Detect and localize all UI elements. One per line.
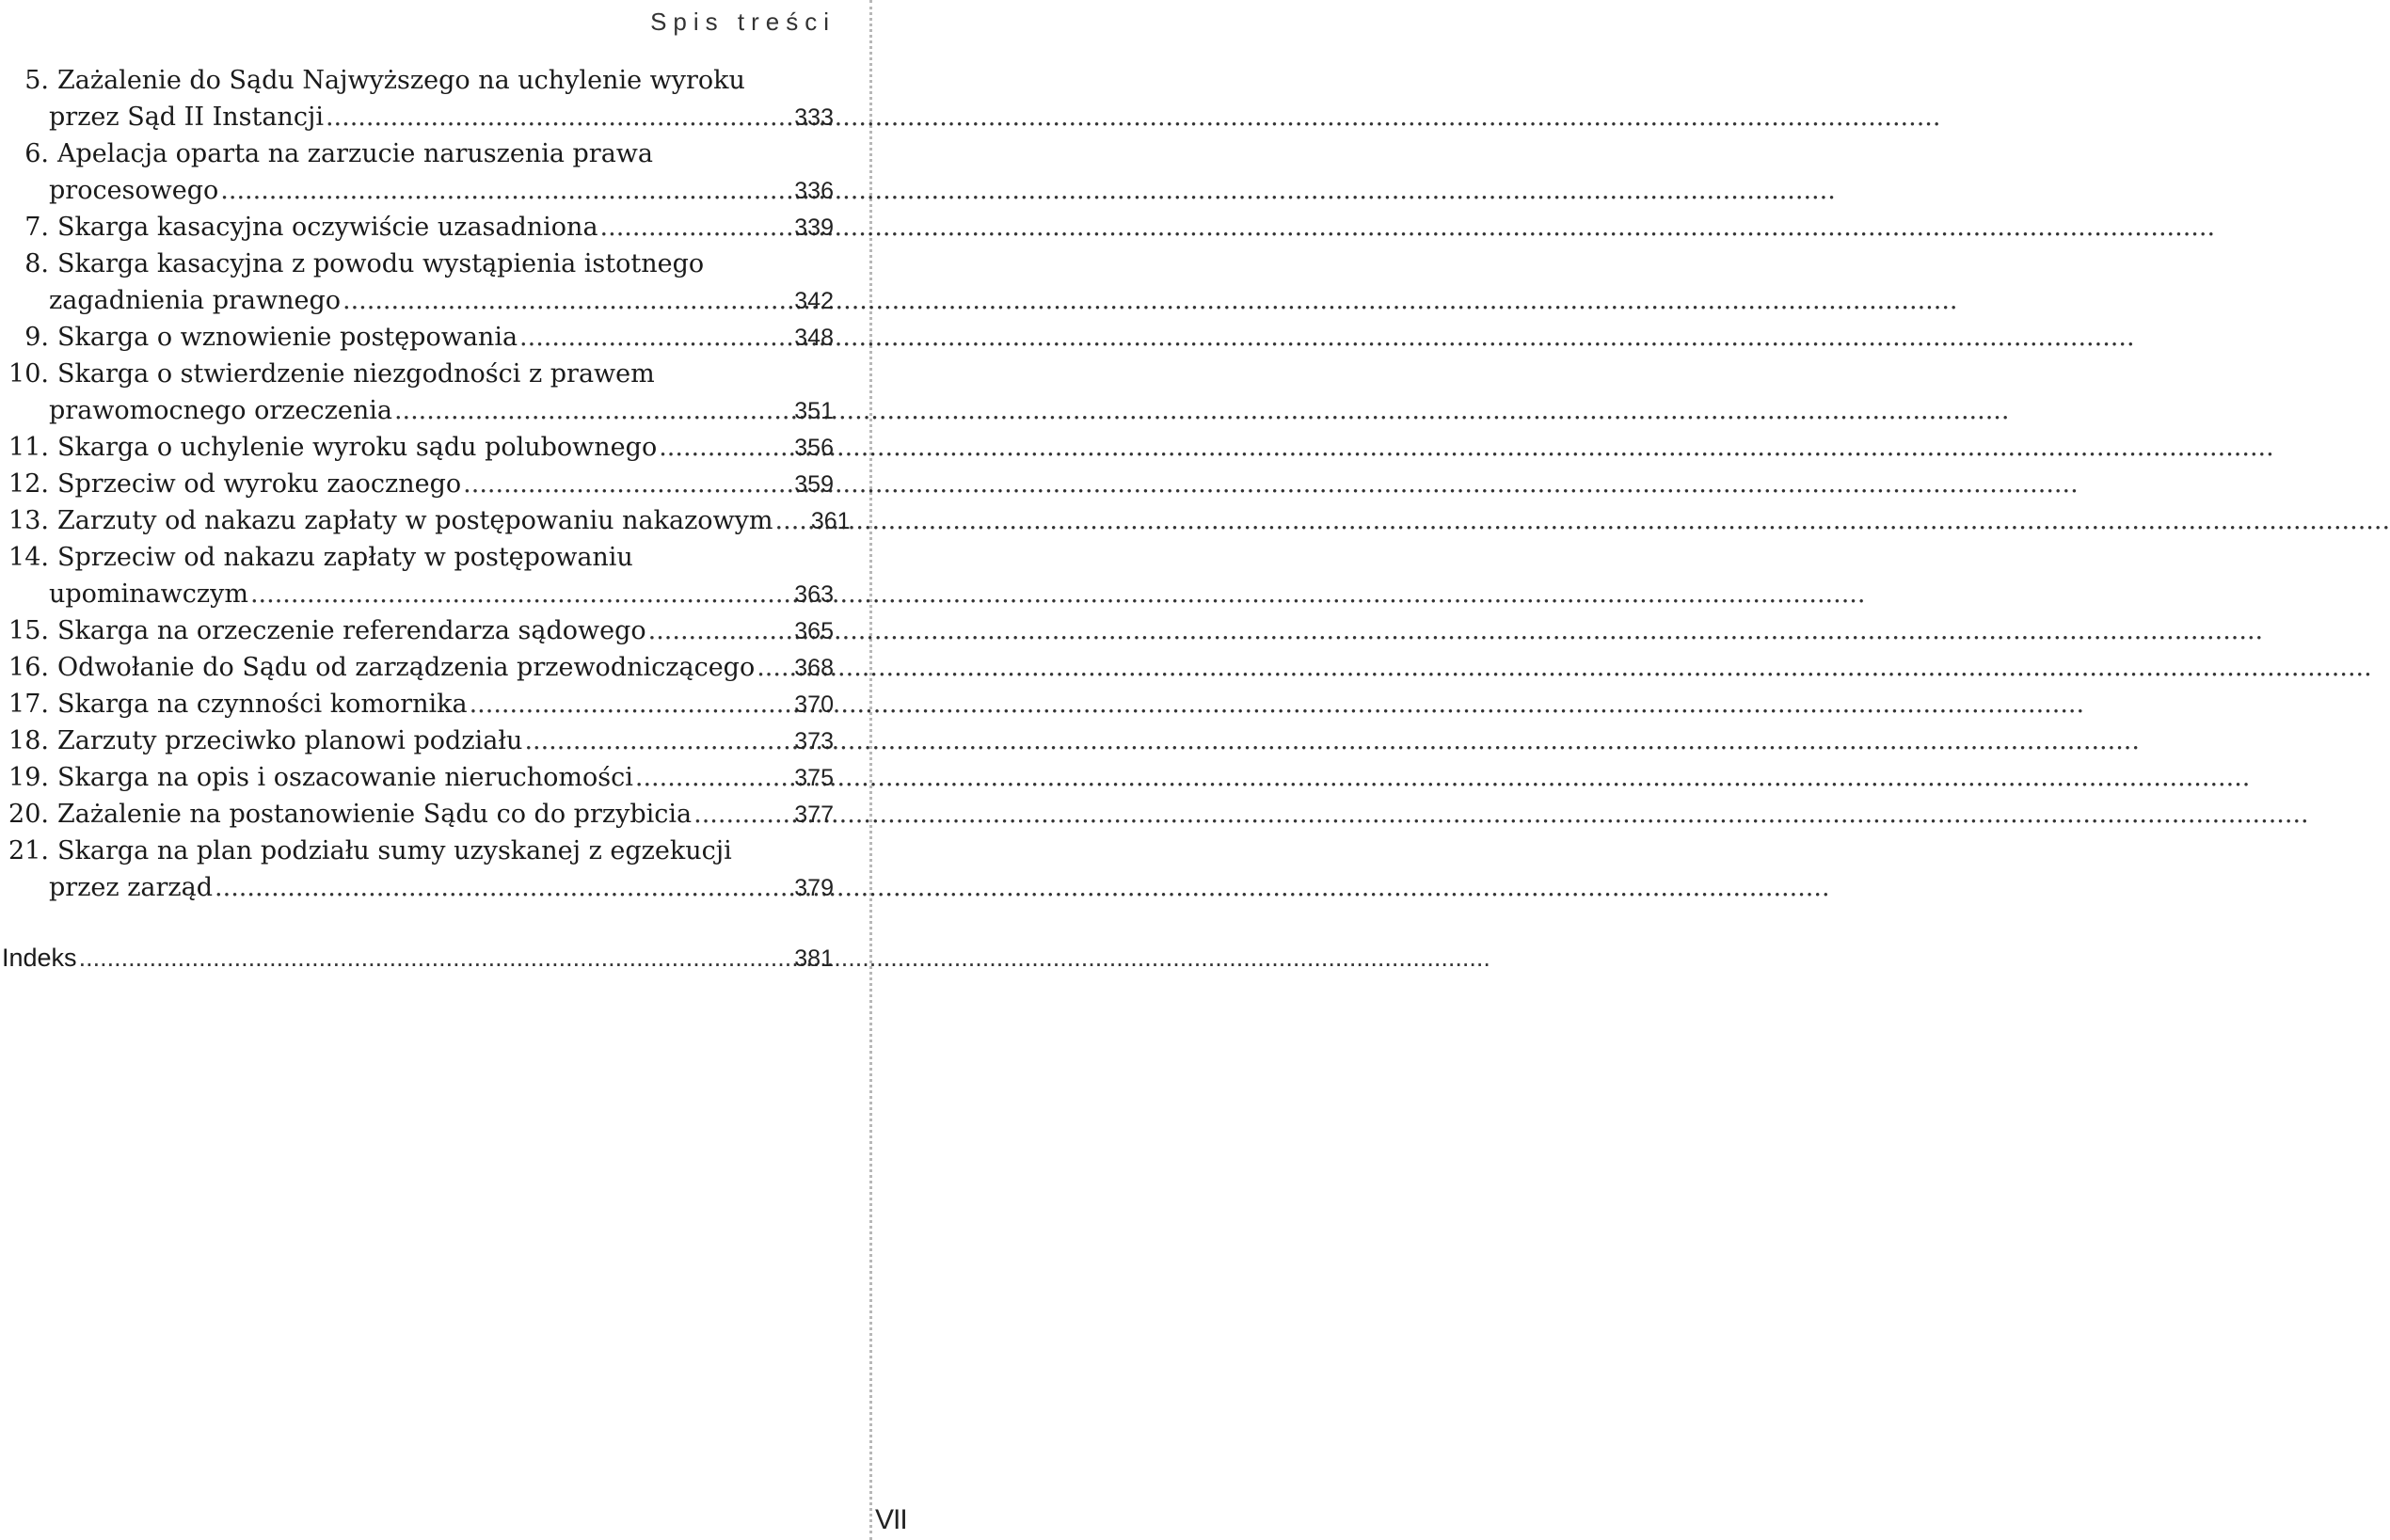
- toc-entry-line: [0, 319, 834, 356]
- toc-entry-line: [0, 649, 834, 686]
- toc-entry-line: [0, 686, 834, 722]
- toc-entry-page: 373: [794, 728, 834, 754]
- toc-entry: [0, 62, 834, 135]
- toc-entry-title: Skarga kasacyjna oczywiście uzasadniona: [57, 213, 598, 242]
- toc-entry-page: 356: [794, 435, 834, 461]
- toc-entry-line: [0, 172, 834, 209]
- toc-entry-line: [0, 502, 851, 539]
- toc-entry-title: zagadnienia prawnego: [49, 286, 341, 315]
- toc-entry-number: 7.: [24, 213, 49, 242]
- toc-entry-number: 11.: [8, 433, 49, 462]
- toc-entry-title: Skarga na orzeczenie referendarza sądowego: [57, 616, 646, 645]
- toc-entry-line: [0, 246, 834, 282]
- toc-entry-page: 368: [794, 655, 834, 681]
- toc-entry-line: [0, 940, 834, 976]
- toc-entry-title: Zażalenie na postanowienie Sądu co do przybicia: [57, 800, 693, 829]
- toc-entry-number: 18.: [8, 726, 49, 755]
- dot-leader: [659, 429, 768, 466]
- toc-entry-page: 336: [794, 178, 834, 204]
- toc-entry-line: [0, 833, 834, 869]
- toc-entry-title: Odwołanie do Sądu od zarządzenia przewodniczącego: [57, 653, 756, 682]
- toc-entry-line: [0, 539, 834, 576]
- toc-entry: [0, 722, 834, 759]
- toc-entry-page: 363: [794, 581, 834, 608]
- toc-entry: [0, 759, 834, 796]
- toc-entry-title: Skarga o uchylenie wyroku sądu polubownego: [57, 433, 658, 462]
- index-page: 381: [794, 945, 834, 972]
- toc-entry-number: 9.: [24, 323, 49, 352]
- toc-entry-page: 379: [794, 875, 834, 901]
- toc-entry-title: Skarga o wznowienie postępowania: [57, 323, 518, 352]
- toc-entry-line: [0, 209, 834, 246]
- toc-entry-title: przez Sąd II Instancji: [49, 103, 324, 132]
- toc-entry-page: 333: [794, 104, 834, 131]
- toc-index-entry: [0, 940, 834, 976]
- dot-leader: [775, 502, 785, 539]
- running-header: Spis treści: [650, 8, 836, 36]
- toc-entry-title: procesowego: [49, 176, 219, 205]
- toc-entry-title: upominawczym: [49, 579, 248, 609]
- toc-entry-line: [0, 282, 834, 319]
- dot-leader: [215, 869, 768, 906]
- toc-entry: [0, 796, 834, 833]
- toc-entry-line: [0, 722, 834, 759]
- toc-entry-line: [0, 429, 834, 466]
- toc-entry: [0, 686, 834, 722]
- toc-entry-title: przez zarząd: [49, 873, 214, 902]
- toc-entry-title: Zarzuty przeciwko planowi podziału: [57, 726, 523, 755]
- toc-entry: [0, 356, 834, 429]
- toc-entry-line: [0, 392, 834, 429]
- toc-entry-title: Skarga kasacyjna z powodu wystąpienia istotnego: [57, 249, 705, 278]
- toc-entry: [0, 246, 834, 319]
- toc-entry: [0, 135, 834, 209]
- toc-entry-page: 359: [794, 471, 834, 498]
- toc-entry-page: 370: [794, 691, 834, 718]
- toc-entry-title: Zarzuty od nakazu zapłaty w postępowaniu nakazowym: [57, 506, 773, 535]
- toc-entry-number: 21.: [8, 836, 49, 865]
- dot-leader: [463, 466, 768, 502]
- dot-leader: [648, 612, 768, 649]
- toc-entry: [0, 466, 834, 502]
- toc-entry-number: 15.: [8, 616, 49, 645]
- toc-entry-line: [0, 99, 834, 135]
- dot-leader: [250, 576, 768, 612]
- toc-entry-line: [0, 796, 834, 833]
- toc-entry-number: 12.: [8, 469, 49, 499]
- toc-entry-page: 339: [794, 214, 834, 241]
- toc-entry-number: 10.: [8, 359, 49, 389]
- toc-entry-title: Skarga na plan podziału sumy uzyskanej z egzekucji: [57, 836, 732, 865]
- toc-entry-line: [0, 869, 834, 906]
- toc-entry-number: 8.: [24, 249, 49, 278]
- toc-entry-number: 17.: [8, 690, 49, 719]
- toc-entry-title: Apelacja oparta na zarzucie naruszenia prawa: [57, 139, 654, 168]
- dot-leader: [519, 319, 768, 356]
- toc-entry-number: 16.: [8, 653, 49, 682]
- section-gap: [0, 906, 834, 940]
- toc-entry: [0, 612, 834, 649]
- toc-entry-number: 19.: [8, 763, 49, 792]
- page-number: VII: [875, 1504, 907, 1535]
- toc-entry-page: 377: [794, 802, 834, 828]
- toc-entry: [0, 429, 834, 466]
- dot-leader: [635, 759, 768, 796]
- toc-entry-number: 5.: [24, 66, 49, 95]
- dot-leader: [757, 649, 768, 686]
- dot-leader: [220, 172, 768, 209]
- toc-entry-title: Sprzeciw od wyroku zaocznego: [57, 469, 462, 499]
- toc-entry-title: Sprzeciw od nakazu zapłaty w postępowaniu: [57, 543, 633, 572]
- toc-entry-number: 13.: [8, 506, 49, 535]
- dot-leader: [79, 940, 768, 976]
- toc-entry-page: 365: [794, 618, 834, 644]
- toc-entry-line: [0, 466, 834, 502]
- dot-leader: [326, 99, 768, 135]
- toc-entry-page: 348: [794, 325, 834, 351]
- toc-entry-title: Skarga o stwierdzenie niezgodności z prawem: [57, 359, 655, 389]
- toc-entry: [0, 539, 834, 612]
- toc-entry-line: [0, 759, 834, 796]
- dot-leader: [524, 722, 768, 759]
- toc-entry-number: 6.: [24, 139, 49, 168]
- toc-entry: [0, 209, 834, 246]
- toc-entry-page: 351: [794, 398, 834, 424]
- toc-entry-page: 361: [810, 508, 851, 534]
- toc-entry-line: [0, 612, 834, 649]
- dot-leader: [470, 686, 768, 722]
- dot-leader: [394, 392, 768, 429]
- toc-entry-line: [0, 356, 834, 392]
- toc-entry: [0, 833, 834, 906]
- toc-entry-line: [0, 135, 834, 172]
- toc-entry-page: 375: [794, 765, 834, 791]
- toc-entry-page: 342: [794, 288, 834, 314]
- index-label: Indeks: [2, 944, 77, 972]
- toc-entry-line: [0, 576, 834, 612]
- dot-leader: [343, 282, 768, 319]
- toc-entry-title: Zażalenie do Sądu Najwyższego na uchylenie wyroku: [57, 66, 745, 95]
- toc-entry: [0, 649, 834, 686]
- toc-entry-title: Skarga na czynności komornika: [57, 690, 468, 719]
- toc-entry-number: 20.: [8, 800, 49, 829]
- toc-entry-number: 14.: [8, 543, 49, 572]
- dot-leader: [600, 209, 768, 246]
- toc-entry-line: [0, 62, 834, 99]
- table-of-contents: [0, 62, 851, 976]
- dot-leader: [693, 796, 768, 833]
- toc-entry: [0, 502, 851, 539]
- toc-entry: [0, 319, 834, 356]
- toc-entry-title: Skarga na opis i oszacowanie nieruchomości: [57, 763, 633, 792]
- toc-entry-title: prawomocnego orzeczenia: [49, 396, 392, 425]
